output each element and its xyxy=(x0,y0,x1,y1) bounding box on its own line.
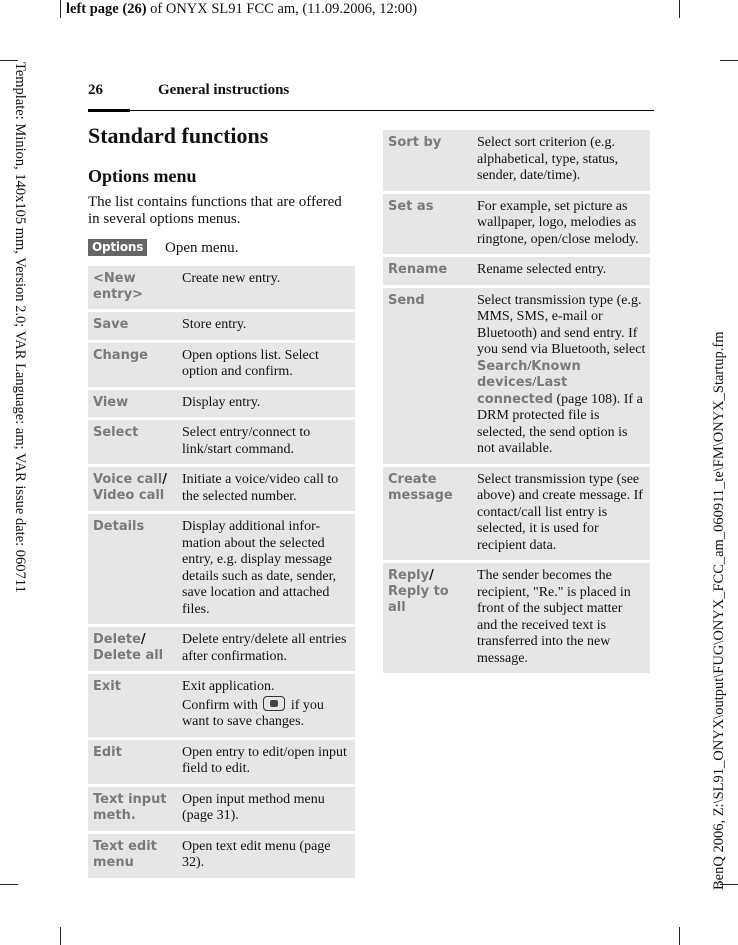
sub-heading: Options menu xyxy=(88,166,197,186)
term-cell: Sort by xyxy=(383,130,469,191)
intro-paragraph: The list contains functions that are offered in several options menus. xyxy=(88,194,342,227)
table-row xyxy=(88,787,355,831)
term-cell: Reply/ Reply to all xyxy=(383,563,469,673)
desc-cell: Open text edit menu (page 32). xyxy=(174,834,355,878)
term-cell: View xyxy=(88,390,174,418)
page-number: 26 xyxy=(88,82,103,98)
term-cell: Change xyxy=(88,343,174,387)
options-softkey: Options xyxy=(88,239,147,256)
crop-mark xyxy=(679,927,680,945)
table-row xyxy=(88,740,355,784)
term-cell: Text input meth. xyxy=(88,787,174,831)
file-path-vertical: BenQ 2006, Z:\SL91_ONYX\output\FUG\ONYX_FCC_am_060911_te\FM\ONYX_Startup.fm xyxy=(711,331,727,890)
table-row xyxy=(383,563,650,673)
template-info-vertical: Template: Minion, 140x105 mm, Version 2.0; VAR Language: am; VAR issue date: 060711 xyxy=(12,62,28,593)
crop-mark xyxy=(0,884,18,885)
term-part: Delete xyxy=(93,632,141,647)
crop-mark xyxy=(0,60,18,61)
desc-cell: Display entry. xyxy=(174,390,355,418)
desc-part: (page 108). If a DRM protected file is selected, the send option is not available. xyxy=(477,391,643,456)
section-title: General instructions xyxy=(158,82,290,98)
table-row xyxy=(88,312,355,340)
term-part: Delete all xyxy=(93,648,164,663)
term-part: Reply xyxy=(388,568,430,583)
highlight-term: Known devices xyxy=(477,358,581,390)
desc-cell: Open options list. Select option and confirm. xyxy=(174,343,355,387)
desc-part: Select transmission type (e.g. MMS, SMS, e-mail or Bluetooth) and send entry. If you send via Bluetooth, select xyxy=(477,292,646,357)
crop-mark xyxy=(60,927,61,945)
desc-cell: Store entry. xyxy=(174,312,355,340)
term-cell: Rename xyxy=(383,257,469,285)
desc-part: Confirm with xyxy=(182,697,258,713)
desc-part: Exit application. xyxy=(182,679,275,694)
table-row xyxy=(88,420,355,464)
term-cell: <New entry> xyxy=(88,266,174,309)
desc-cell: Select transmission type (e.g. MMS, SMS, e-mail or Bluetooth) and send entry. If you send via Bluetooth, select Search/Known devices/Last connected (page 108). If a DRM protected file is selected, the send option is not available. xyxy=(469,288,650,464)
desc-cell: Rename selected entry. xyxy=(469,257,650,285)
page-heading: Standard functions xyxy=(88,123,269,148)
table-row xyxy=(88,674,355,737)
options-key-row xyxy=(88,238,239,258)
term-cell: Send xyxy=(383,288,469,464)
table-row xyxy=(383,257,650,285)
term-cell: Edit xyxy=(88,740,174,784)
table-row xyxy=(88,514,355,624)
desc-cell: Delete entry/delete all entries after confirmation. xyxy=(174,627,355,671)
desc-cell: Select transmission type (see above) and create message. If contact/call list entry is selected, it is used for recipient data. xyxy=(469,467,650,561)
table-row xyxy=(88,467,355,511)
desc-cell: Open entry to edit/open input field to edit. xyxy=(174,740,355,784)
end-key-icon xyxy=(263,696,285,711)
term-cell: Exit xyxy=(88,674,174,737)
desc-part: if you want to save changes. xyxy=(182,697,324,729)
term-part: Voice call xyxy=(93,472,163,487)
term-cell: Create message xyxy=(383,467,469,561)
term-cell: Delete/ Delete all xyxy=(88,627,174,671)
print-header-rest: of ONYX SL91 FCC am, (11.09.2006, 12:00) xyxy=(146,1,418,17)
desc-cell: Select entry/connect to link/start command. xyxy=(174,420,355,464)
term-cell: Select xyxy=(88,420,174,464)
crop-mark xyxy=(720,60,738,61)
desc-cell: Initiate a voice/video call to the selected number. xyxy=(174,467,355,511)
desc-cell xyxy=(174,674,355,737)
right-options-table xyxy=(383,127,650,676)
desc-cell: Create new entry. xyxy=(174,266,355,309)
table-row xyxy=(383,130,650,191)
highlight-term: Search xyxy=(477,358,528,374)
term-cell: Save xyxy=(88,312,174,340)
crop-mark xyxy=(679,0,680,18)
term-cell: Text edit menu xyxy=(88,834,174,878)
desc-cell: The sender becomes the recipient, "Re." is placed in front of the subject matter and the received text is transferred into the new message. xyxy=(469,563,650,673)
table-row xyxy=(88,266,355,309)
print-header xyxy=(66,0,417,18)
desc-cell: Display additional infor-mation about the selected entry, e.g. display message details such as date, sender, save location and attached files. xyxy=(174,514,355,624)
term-cell: Details xyxy=(88,514,174,624)
print-header-bold: left page (26) xyxy=(66,1,147,17)
term-part: Reply to all xyxy=(388,584,449,615)
header-rule xyxy=(88,109,130,112)
term-part: Video call xyxy=(93,488,165,503)
table-row xyxy=(383,467,650,561)
left-options-table xyxy=(88,263,355,881)
table-row xyxy=(383,194,650,255)
desc-cell: Select sort criterion (e.g. alphabetical, type, status, sender, date/time). xyxy=(469,130,650,191)
table-row xyxy=(383,288,650,464)
crop-mark xyxy=(60,0,61,18)
running-head xyxy=(88,82,654,111)
table-row xyxy=(88,834,355,878)
options-description: Open menu. xyxy=(165,240,239,256)
term-cell: Voice call/ Video call xyxy=(88,467,174,511)
term-cell: Set as xyxy=(383,194,469,255)
highlight-term: Last connected xyxy=(477,375,568,407)
table-row xyxy=(88,343,355,387)
desc-cell: For example, set picture as wallpaper, logo, melodies as ringtone, open/close melody. xyxy=(469,194,650,255)
desc-cell: Open input method menu (page 31). xyxy=(174,787,355,831)
table-row xyxy=(88,390,355,418)
table-row xyxy=(88,627,355,671)
